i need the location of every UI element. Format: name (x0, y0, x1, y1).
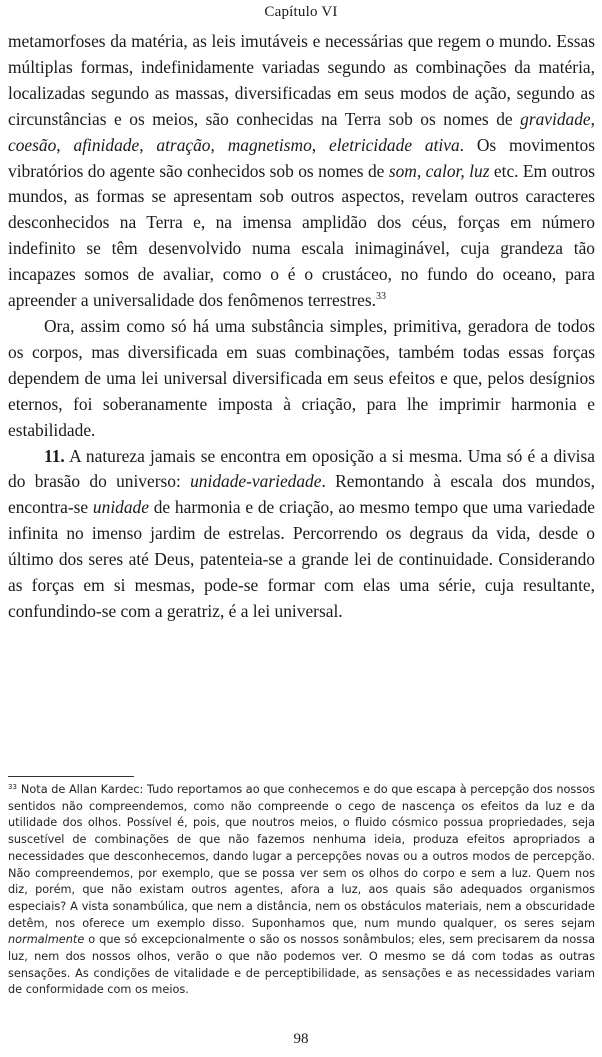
text-run: , (311, 134, 329, 155)
text-run: metamorfoses da matéria, as leis imutáveis e necessárias que regem o mundo. Essas múltiplas formas, indefinidamente variadas segundo as combinações da matéria, localizadas segundo as massas, diversificadas em seus modos de ação, segundo as circunstâncias e os meios, são conhecidas na Terra sob os nomes de (8, 31, 595, 129)
italic-term: afinidade (73, 134, 140, 155)
paragraph-3 (8, 444, 595, 625)
italic-term: gravidade (520, 108, 591, 129)
footnote-divider (8, 776, 134, 777)
text-run: . Os movimentos vibratórios do agente são conhecidos sob os nomes de (8, 134, 596, 181)
italic-term: eletricidade ativa (328, 134, 460, 155)
paragraph-2: Ora, assim como só há uma substância simples, primitiva, geradora de todos os corpos, mas diversificada em suas combinações, também todas essas forças dependem de uma lei universal diversificada em seus efeitos e que, pelos desígnios eternos, foi soberanamente imposta à criação, para lhe imprimir harmonia e estabilidade. (8, 315, 595, 440)
italic-term: som, calor, luz (388, 160, 490, 181)
italic-term: magnetismo (227, 134, 312, 155)
text-run: , (210, 134, 228, 155)
footnote-text: Nota de Allan Kardec: Tudo reportamos ao que conhecemos e do que escapa à percepção dos nossos sentidos não compreendemos, como não compreende o cego de nascença os efeitos da luz e da utilidade dos olhos. Possível é, pois, que noutros meios, o fluido cósmico possua propriedades, seja suscetível de combinações de que não fazemos nenhuma ideia, produza efeitos apropriados a necessidades que desconhecemos, dando lugar a percepções novas ou a outros modos de percepção. Não compreendemos, por exemplo, que se possa ver sem os olhos do corpo e sem a luz. Quem nos diz, porém, que não existam outros agentes, afora a luz, aos quais são adequados organismos especiais? A vista sonambúlica, que nem a distância, nem os obstáculos materiais, nem a obscuridade detêm, nos oferece um exemplo disso. Suponhamos que, num mundo qualquer, os seres sejam (8, 783, 595, 930)
text-run: de harmonia e de criação, ao mesmo tempo que uma variedade infinita no imenso jardim de estrelas. Percorrendo os degraus da vida, desde o último dos seres até Deus, patenteia-se a grande lei de continuidade. Considerando as forças em si mesmas, pode-se formar com elas uma série, cuja resultante, confundindo-se com a geratriz, é a lei universal. (8, 497, 595, 621)
running-header: Capítulo VI (264, 4, 338, 20)
italic-term: unidade (92, 497, 149, 518)
item-number: 11. (44, 445, 65, 466)
footnote-number: 33 (8, 783, 17, 791)
page-number: 98 (293, 1031, 309, 1047)
text-run: A natureza jamais se encontra em oposição a si mesma. Uma só é a divisa do brasão do universo: (8, 445, 595, 492)
paragraph-1 (8, 29, 595, 314)
footnote-text: o que só excepcionalmente o são os nossos sonâmbulos; eles, sem precisarem da nossa luz, nem dos nossos olhos, verão o que não podemos ver. O mesmo se dá com todas as outras sensações. As condições de vitalidade e de perceptibilidade, as sensações e as necessidades variam de conformidade com os meios. (8, 933, 595, 997)
footnote-reference[interactable]: 33 (375, 291, 386, 303)
text-run: , (590, 108, 595, 129)
text-run: . Remontando à escala dos mundos, encontra-se (8, 471, 595, 518)
italic-term: normalmente (8, 933, 85, 947)
text-run: , (56, 134, 74, 155)
text-run: etc. Em outros mundos, as formas se apresentam sob outros aspectos, revelam outros caracteres desconhecidos na Terra e, na imensa amplidão dos céus, forças em número indefinito se têm desenvolvido numa escala inimaginável, cuja grandeza tão incapazes somos de avaliar, como o é o crustáceo, no fundo do oceano, para apreender a universalidade dos fenômenos terrestres. (8, 160, 595, 311)
text-run: , (139, 134, 157, 155)
italic-term: coesão (8, 134, 57, 155)
main-text (8, 29, 595, 625)
footnote (8, 782, 595, 999)
italic-term: unidade-variedade (190, 471, 322, 492)
italic-term: atração (156, 134, 211, 155)
